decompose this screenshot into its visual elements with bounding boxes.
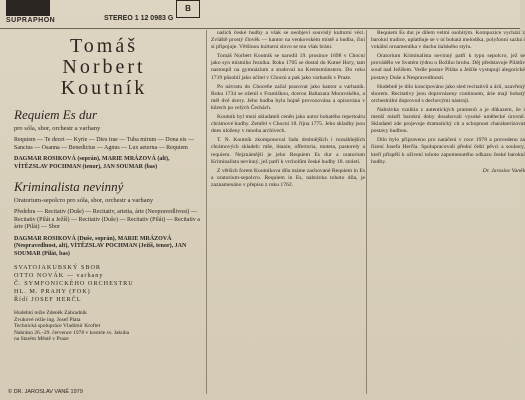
- paragraph: T. N. Koutník zkomponoval řadu drobnějších i rozsáhlejších chrámových skladeb: mše, litanie, offertoria, moteta, pastorely a requiem. Nejznámější je jeho Requiem Es dur a oratorium Kriminalista nevinný, jež patří k vrcholům české hudby 18. století.: [211, 137, 365, 165]
- liner-notes-column-3: [366, 30, 525, 394]
- work-title-oratorium: Kriminalista nevinný: [14, 179, 124, 194]
- ensemble-block: [14, 264, 202, 304]
- work-subtitle-oratorium: Oratorium-sepolcro pro sóla, sbor, orchestr a varhany: [14, 197, 154, 204]
- side-indicator: B: [176, 0, 200, 18]
- credit-line: Zvukové režie ing. Josef Plata: [14, 316, 81, 323]
- copyright: © DR. JAROSLAV VANĚ 1979: [8, 389, 83, 395]
- paragraph: Dílo bylo připraveno pro natáčení v roce 1978 a provedeno za řízení Josefa Herčla. Spolupracovali přední čeští pěvci a soubory, kteří přispěli k oživení tohoto zapomenutého odkazu české barokní hudby.: [371, 137, 525, 165]
- paragraph: Z větších forem Koutníkova díla máme zachované Requiem in Es a oratorium-sepolcro. Requiem in Es, nahrávka tohoto díla, je zaznamenáno v přepisu z roku 1762.: [211, 167, 365, 188]
- label-name: SUPRAPHON: [6, 17, 56, 24]
- catalog-number: STEREO 1 12 0983 G: [104, 15, 174, 22]
- credit-line: Hudební režie Zdeněk Zahradník: [14, 310, 87, 316]
- performers-oratorium: DAGMAR ROSIKOVÁ (Duše, soprán), MARIE MRÁZOVÁ (Nespravedlnost, alt), VÍTĚZSLAV POCHMAN (Ježíš, tenor), JAN SOUMAR (Pilát, bas): [14, 235, 187, 257]
- organist: OTTO NOVÁK — varhany: [14, 272, 104, 279]
- composer-middle-name: Norbert: [62, 56, 146, 78]
- paragraph: Koutník byl mezi skladateli ceněn jako autor bohatého repertoáru chrámové hudby. Zemřel v Chocni 18. října 1775. Jeho skladby jsou dnes uloženy v mnoha archivech.: [211, 114, 365, 135]
- orchestra-line-1: Č. SYMFONICKÉHO ORCHESTRU: [14, 280, 134, 287]
- production-credits: [14, 310, 202, 343]
- performers-requiem: DAGMAR ROSIKOVÁ (soprán), MARIE MRÁZOVÁ (alt), VÍTĚZSLAV POCHMAN (tenor), JAN SOUMAR (bas): [14, 156, 170, 170]
- paragraph: naších české hudby a však se neobjeví souvislý kulturní věci. Zvláště prostý člověk — kantor na venkovském místě a hudba, činí si připojuje. Většinou kulturní slovo se mu však bráni.: [211, 30, 365, 51]
- paragraph: Tomáš Norbert Koutník se narodil 19. prosince 1698 v Chocni jako syn místního řezníka. Roku 1705 se dostal do Kutné Hory, tam nastoupil na gymnázium a studoval na Kremsmünsteru. Do roku 1719 působil jako učitel v Chocni a pak jako varhaník v Praze.: [211, 53, 365, 81]
- work-parts-oratorium: Předehra — Recitativ (Duše) — Recitativ, arietta, árie (Neopravedlivost) — Recitativ (Pilát a Ježíš) — Recitativ (Duše) — Recitativ (Pilát) — Recitativ a árie (Pilát) — Sbor: [14, 209, 200, 230]
- work-parts-requiem: Requiem — Te decet — Kyrie — Dies irae — Tuba mirum — Dona eis — Sanctus — Osanna — Benedictus — Agnus — Lux aeterna — Requiem: [14, 137, 194, 151]
- paragraph: Hudebně je dílo koncipováno jako sled recitativů a árií, uzavřený sborem. Recitativy jsou doprovázeny continuem, árie mají bohatý orchestrální doprovod s dechovými nástroji.: [371, 83, 525, 104]
- composer-first-name: Tomáš: [69, 35, 139, 57]
- work-title-requiem: Requiem Es dur: [14, 107, 98, 122]
- composer-last-name: Koutník: [60, 77, 148, 99]
- paragraph: Po návratu do Choceňe začal pracovat jako kantor a varhaník. Roku 1734 se oženil s Františkou, dcerou Baltazara Moravského, a měl dvě dcery. Jeho hudba byla hojně provozována a opisována v kůrech po celých Čechách.: [211, 83, 365, 111]
- conductor: Řídí JOSEF HERČL: [14, 296, 82, 303]
- choir: SVATOJAKUBSKÝ SBOR: [14, 264, 102, 271]
- credit-line: Nahráno 26.–29. července 1978 v kostele sv. Jakuba: [14, 329, 130, 336]
- liner-notes-column-2: [206, 30, 365, 394]
- paragraph: Nahrávka vznikla z autentických pramenů a je důkazem, že i menší mistři barokní doby dosahovali vysoké umělecké úrovně. Skladatel zde projevuje dramatický cit a schopnost charakterizovat postavy hudbou.: [371, 106, 525, 135]
- paragraph: Requiem Es dur je dílem velmi osobitým. Kompozice vychází z barokní tradice, uplatňuje se v ní bohatá melodika, polyfonní sazba i vokální ornamentika v duchu italského stylu.: [371, 30, 525, 51]
- header-bar: [0, 0, 520, 29]
- orchestra-line-2: HL. M. PRAHY (FOK): [14, 288, 91, 295]
- left-column: [6, 30, 202, 343]
- author-signature: Dr. Jaroslav Vaněk: [482, 167, 525, 174]
- paragraph: Oratorium Kriminalista nevinný patří k typu sepolcro, jež se provádělo ve Svatém týdnu u Božího hrobu. Děj představuje Pilátův soud nad Ježíšem. Vedle postav Piláta a Ježíše vystupují alegorické postavy Duše a Nespravedlnosti.: [371, 53, 525, 81]
- composer-name: [6, 36, 202, 99]
- supraphon-logo: [6, 0, 50, 16]
- credit-line: Technická spolupráce Vladimír Kroftet: [14, 323, 101, 330]
- work-subtitle-requiem: pro sóla, sbor, orchestr a varhany: [14, 125, 101, 132]
- credit-line: na Starém Městě v Praze: [14, 336, 69, 343]
